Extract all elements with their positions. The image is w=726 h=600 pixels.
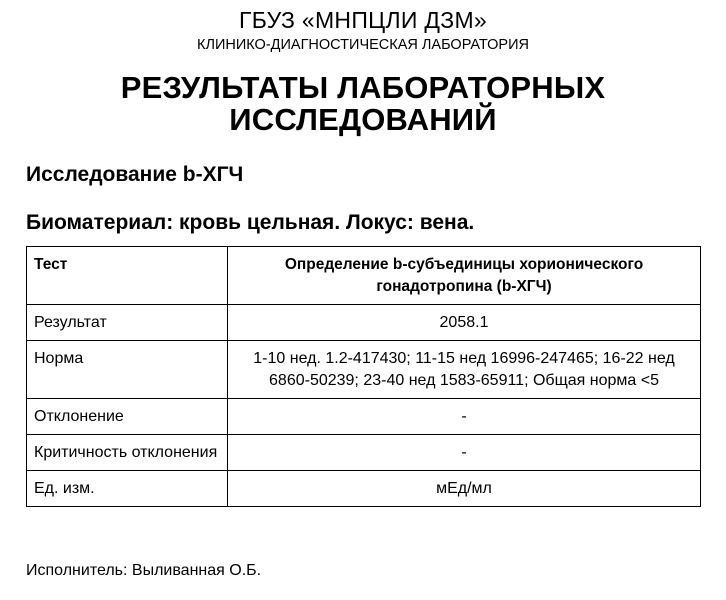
row-label-units: Ед. изм. [27, 471, 228, 507]
table-header-row [27, 247, 701, 305]
table-row-criticality [27, 435, 701, 471]
row-label-criticality: Критичность отклонения [27, 435, 228, 471]
biomaterial-info: Биоматериал: кровь цельная. Локус: вена. [26, 211, 475, 234]
table-row-deviation [27, 399, 701, 435]
study-name: Исследование b-ХГЧ [26, 163, 244, 186]
organization-name: ГБУЗ «МНПЦЛИ ДЗМ» [238, 7, 488, 33]
row-value-result: 2058.1 [228, 305, 701, 341]
row-value-deviation: - [228, 399, 701, 435]
row-value-criticality: - [228, 435, 701, 471]
page-title [0, 72, 726, 136]
page-title-line-2: ИССЛЕДОВАНИЙ [229, 102, 497, 137]
header-test-name: Определение b-субъединицы хорионического гонадотропина (b-ХГЧ) [228, 247, 701, 305]
table-row-units [27, 471, 701, 507]
row-value-units: мЕд/мл [228, 471, 701, 507]
page-title-line-1: РЕЗУЛЬТАТЫ ЛАБОРАТОРНЫХ [120, 70, 606, 105]
header-test-label: Тест [27, 247, 228, 305]
table-row-result [27, 305, 701, 341]
row-label-deviation: Отклонение [27, 399, 228, 435]
row-label-result: Результат [27, 305, 228, 341]
executor-signature: Исполнитель: Выливанная О.Б. [26, 562, 262, 579]
department-name: КЛИНИКО-ДИАГНОСТИЧЕСКАЯ ЛАБОРАТОРИЯ [197, 37, 529, 53]
table-row-norm [27, 341, 701, 399]
row-value-norm: 1-10 нед. 1.2-417430; 11-15 нед 16996-247465; 16-22 нед 6860-50239; 23-40 нед 1583-65911; Общая норма <5 [228, 341, 701, 399]
results-table [26, 246, 701, 507]
row-label-norm: Норма [27, 341, 228, 399]
